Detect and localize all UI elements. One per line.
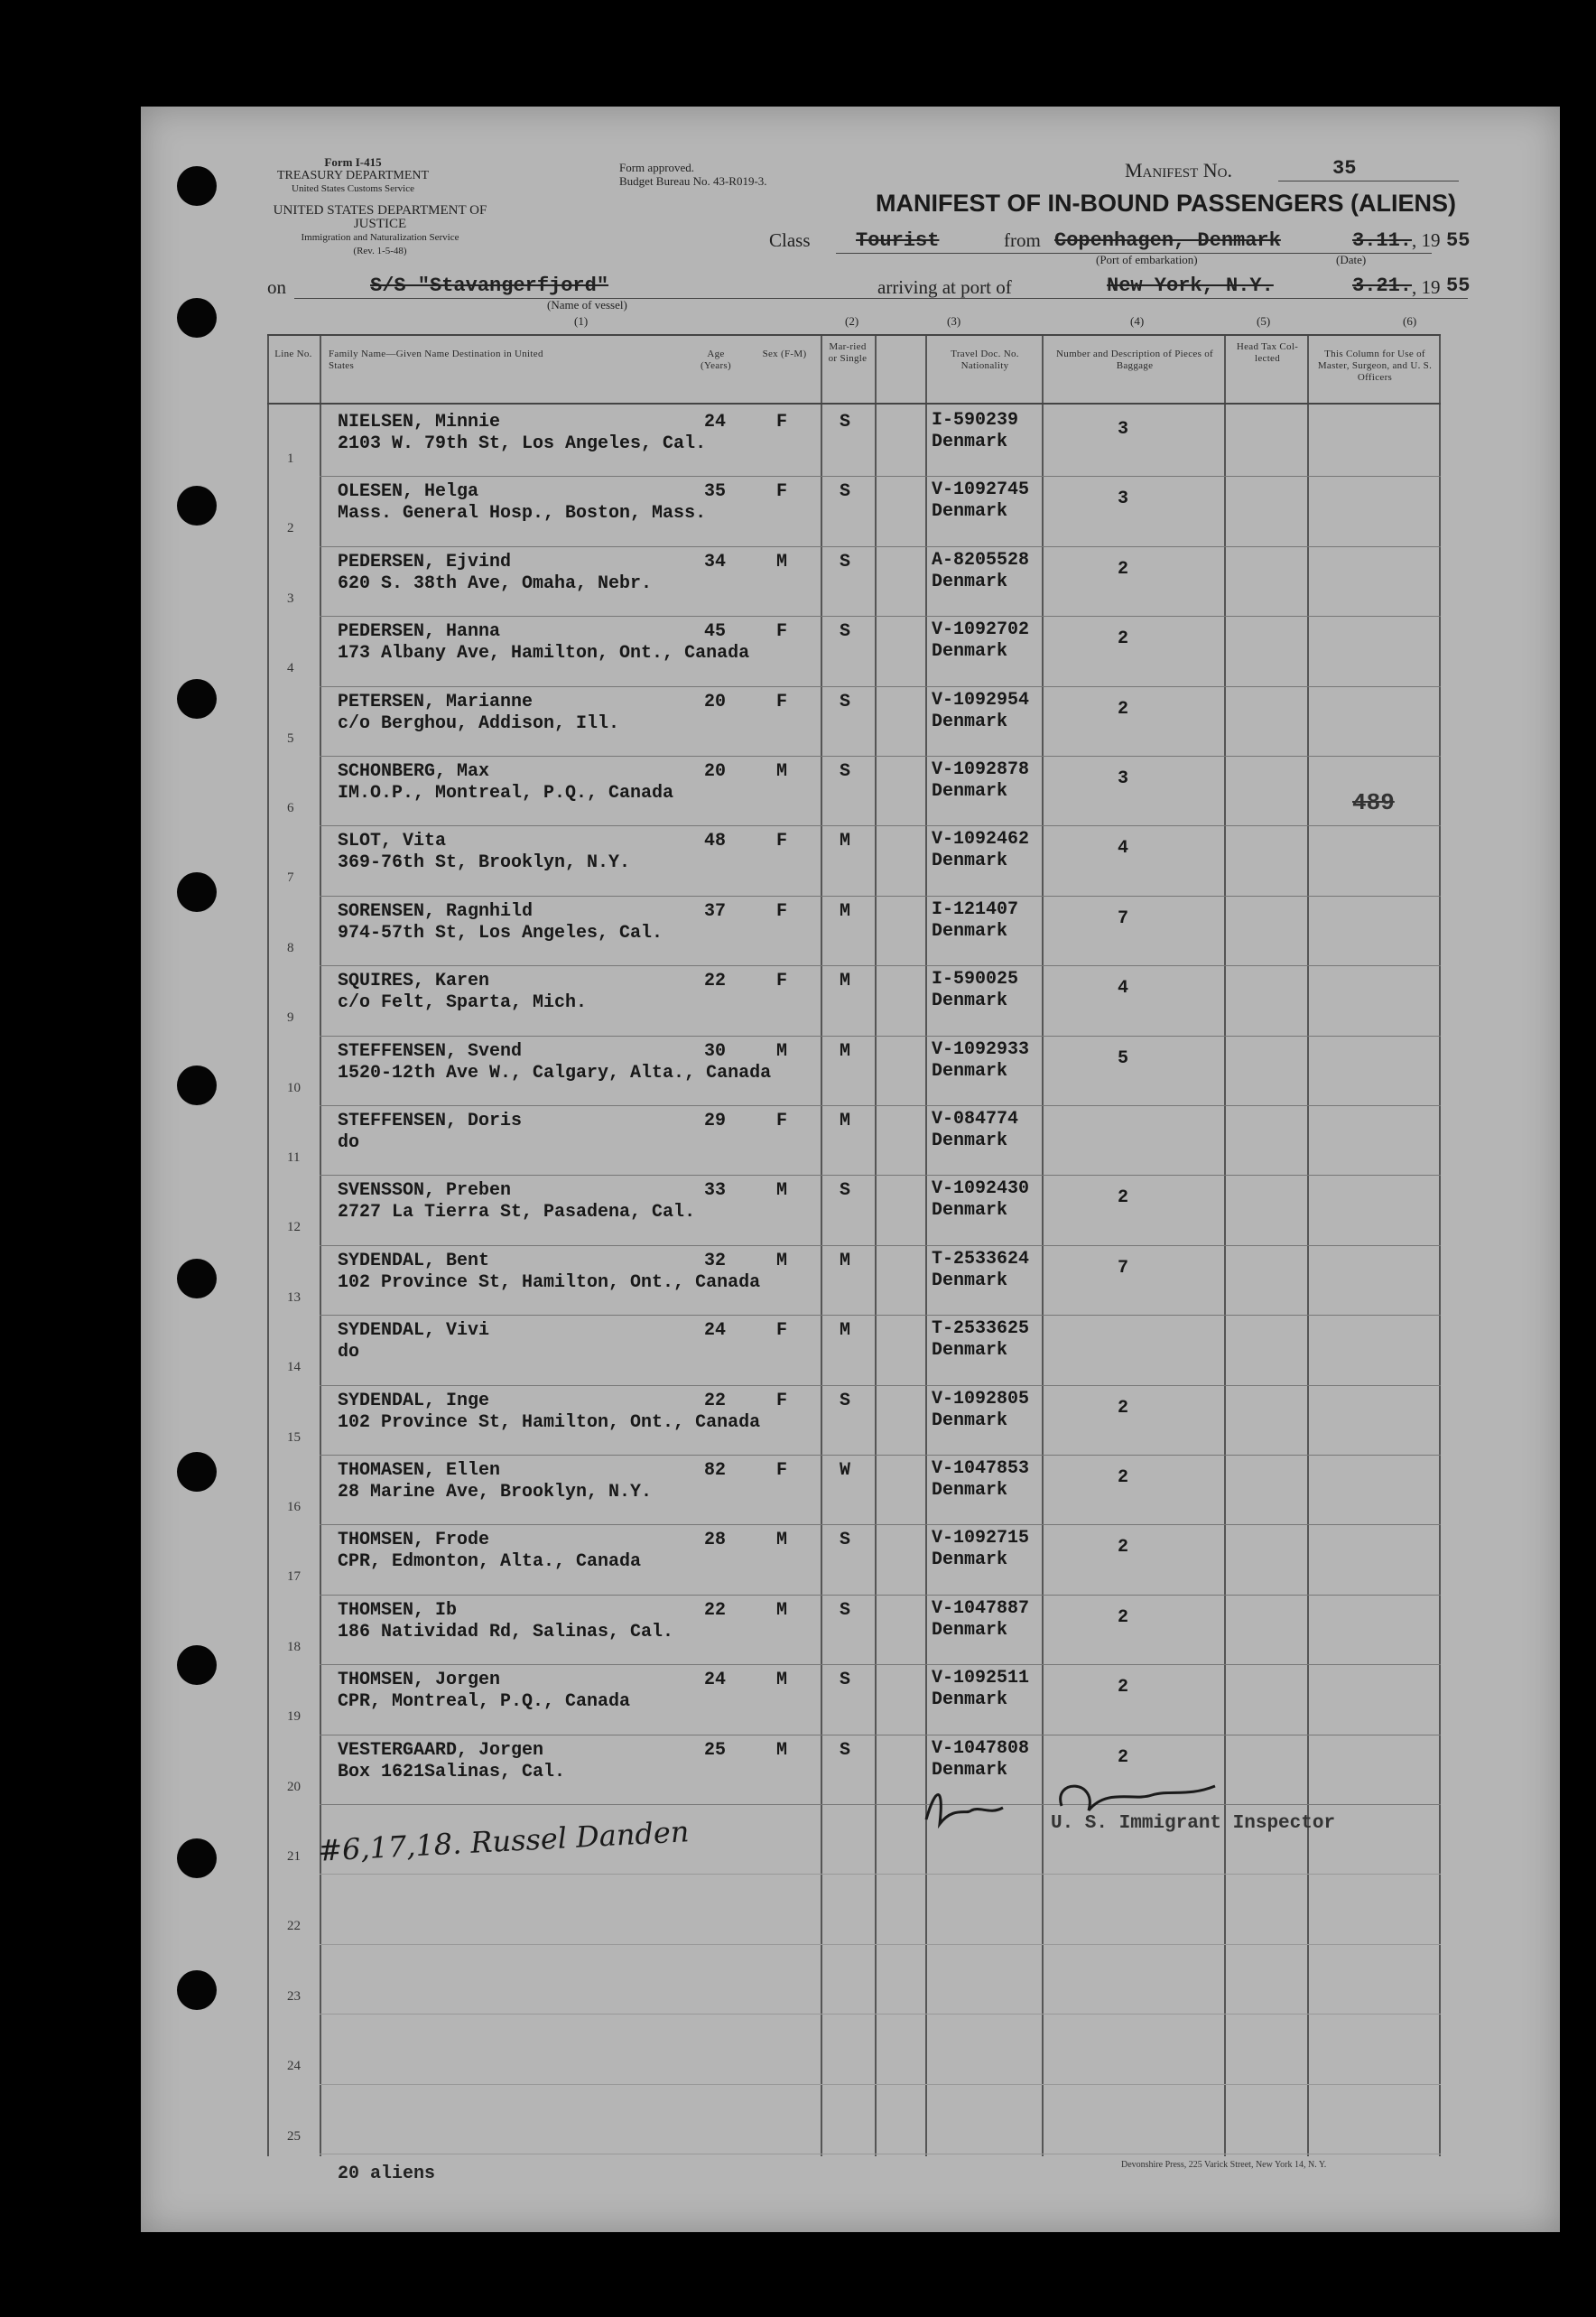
line-number: 8 [287,940,294,955]
passenger-destination: c/o Berghou, Addison, Ill. [338,712,620,734]
row-rule [320,825,1441,826]
arrival-date: 3.21. [1352,275,1413,297]
passenger-marital-status: M [840,831,851,852]
table-row [267,478,1441,548]
travel-doc-number: I-590025 [932,969,1019,991]
row-rule [320,616,1441,617]
hdr-line-no: Line No. [274,349,312,359]
row-rule [320,1804,1441,1805]
row-rule [320,686,1441,687]
nationality: Denmark [932,920,1008,942]
travel-doc-number: V-1047808 [932,1737,1030,1759]
passenger-sex: F [776,691,788,712]
arrival-port: New York, N.Y. [1107,275,1274,297]
line-number: 22 [287,1919,301,1934]
line-number: 19 [287,1709,301,1725]
inspector-signature [917,1770,1242,1851]
passenger-sex: F [776,1320,788,1342]
table-row-empty [267,2015,1441,2086]
col-num-3: (3) [947,314,961,328]
nationality: Denmark [932,851,1008,872]
passenger-destination: IM.O.P., Montreal, P.Q., Canada [338,783,674,804]
travel-doc-number: V-1092933 [932,1038,1030,1060]
row-rule [320,1245,1441,1246]
passenger-destination: 186 Natividad Rd, Salinas, Cal. [338,1621,674,1642]
binder-hole [177,1970,217,2010]
baggage-count: 2 [1118,698,1129,720]
passenger-sex: M [776,1739,788,1761]
row-rule [320,965,1441,966]
passenger-marital-status: S [840,1180,851,1202]
passenger-age: 20 [704,761,727,782]
table-row [267,1177,1441,1247]
passenger-marital-status: W [840,1460,851,1481]
passenger-age: 30 [704,1040,727,1062]
row-rule [320,1385,1441,1386]
passenger-destination: 2727 La Tierra St, Pasadena, Cal. [338,1202,696,1224]
col-num-5: (5) [1257,314,1271,328]
passenger-name: PETERSEN, Marianne [338,691,534,712]
travel-doc-number: V-1092702 [932,619,1030,641]
travel-doc-number: V-084774 [932,1109,1019,1130]
passenger-age: 48 [704,831,727,852]
table-row [267,1387,1441,1457]
passenger-age: 37 [704,900,727,922]
line-number: 15 [287,1429,301,1445]
passenger-marital-status: S [840,1390,851,1411]
year-2: 55 [1446,275,1471,297]
passenger-name: THOMASEN, Ellen [338,1460,501,1481]
form-header-left-2 [258,204,502,258]
col-num-4: (4) [1130,314,1145,328]
travel-doc-number: I-121407 [932,898,1019,920]
binder-hole [177,1452,217,1492]
line-number: 16 [287,1500,301,1514]
passenger-age: 22 [704,971,727,992]
line-number: 12 [287,1220,301,1235]
table-row [267,1666,1441,1736]
binder-hole [177,1259,217,1298]
row-rule [320,1036,1441,1037]
row-rule [320,896,1441,897]
travel-doc-number: V-1092511 [932,1668,1030,1689]
hdr-baggage: Number and Description of Pieces of Baggage [1056,349,1213,371]
passenger-rows [267,408,1441,2156]
header-rule [267,403,1441,405]
row-rule [320,1524,1441,1525]
passenger-age: 34 [704,551,727,572]
passenger-age: 25 [704,1739,727,1761]
binder-hole [177,1838,217,1878]
col-num-1: (1) [574,314,589,328]
passenger-age: 22 [704,1599,727,1621]
row-rule [320,1175,1441,1176]
baggage-count: 2 [1118,1537,1129,1559]
passenger-marital-status: M [840,900,851,922]
passenger-name: SLOT, Vita [338,831,447,852]
line-number: 24 [287,2059,301,2074]
vessel-label: (Name of vessel) [547,298,627,312]
passenger-sex: M [776,1180,788,1202]
hdr-name: Family Name—Given Name Destination in United States [329,349,543,371]
table-row [267,1107,1441,1177]
table-row [267,898,1441,968]
passenger-destination: 102 Province St, Hamilton, Ont., Canada [338,1271,761,1293]
baggage-count: 5 [1118,1047,1129,1069]
travel-doc-number: T-2533625 [932,1318,1030,1340]
line-number: 25 [287,2128,301,2144]
passenger-destination: do [338,1342,360,1363]
passenger-name: SORENSEN, Ragnhild [338,900,534,922]
budget-bureau: Budget Bureau No. 43-R019-3. [619,174,767,188]
passenger-age: 24 [704,1670,727,1691]
row-rule [320,1664,1441,1665]
baggage-count: 3 [1118,419,1129,440]
passenger-name: STEFFENSEN, Svend [338,1040,523,1062]
form-approved: Form approved. [619,161,695,174]
passenger-age: 20 [704,691,727,712]
travel-doc-number: I-590239 [932,410,1019,431]
travel-doc-number: V-1092954 [932,689,1030,711]
nationality: Denmark [932,1759,1008,1781]
table-row [267,1317,1441,1387]
passenger-sex: F [776,412,788,433]
customs-service: United States Customs Service [292,183,414,194]
hdr-head-tax: Head Tax Col-lected [1236,341,1299,364]
from-date: 3.11. [1352,229,1413,252]
passenger-age: 35 [704,481,727,503]
passenger-destination: 1520-12th Ave W., Calgary, Alta., Canada [338,1062,772,1084]
row-rule [320,1874,1441,1875]
passenger-sex: F [776,971,788,992]
passenger-name: SYDENDAL, Bent [338,1250,490,1271]
passenger-sex: M [776,761,788,782]
passenger-marital-status: S [840,551,851,572]
baggage-count: 4 [1118,978,1129,1000]
baggage-count: 7 [1118,907,1129,929]
passenger-sex: F [776,621,788,643]
passenger-name: SVENSSON, Preben [338,1180,512,1202]
table-row [267,1736,1441,1807]
passenger-marital-status: S [840,621,851,643]
baggage-count: 2 [1118,1397,1129,1419]
passenger-marital-status: M [840,971,851,992]
travel-doc-number: V-1047887 [932,1597,1030,1619]
inspector-label: U. S. Immigrant Inspector [1051,1813,1336,1834]
binder-hole [177,679,217,719]
class-value: Tourist [856,229,940,252]
passenger-age: 28 [704,1530,727,1551]
hdr-age: Age (Years) [701,349,731,371]
hdr-officers: This Column for Use of Master, Surgeon, and U. S. Officers [1317,349,1433,383]
row-rule [320,2084,1441,2085]
passenger-name: NIELSEN, Minnie [338,412,501,433]
line-number: 1 [287,451,294,466]
passenger-name: SYDENDAL, Vivi [338,1320,490,1342]
row-rule [320,756,1441,757]
passenger-sex: M [776,551,788,572]
nationality: Denmark [932,1131,1008,1151]
col-num-6: (6) [1403,314,1417,328]
passenger-name: OLESEN, Helga [338,481,479,503]
baggage-count: 4 [1118,838,1129,860]
ins-service: Immigration and Naturalization Service [301,232,459,243]
table-row-empty [267,2086,1441,2156]
nationality: Denmark [932,1270,1008,1291]
passenger-marital-status: M [840,1111,851,1131]
table-row [267,408,1441,479]
arriving-label: arriving at port of [877,276,1012,298]
passenger-marital-status: S [840,412,851,433]
passenger-destination: CPR, Edmonton, Alta., Canada [338,1551,642,1573]
baggage-count: 2 [1118,1746,1129,1768]
printer-note: Devonshire Press, 225 Varick Street, New York 14, N. Y. [1121,2160,1327,2170]
line-number: 3 [287,591,294,606]
line-number: 14 [287,1360,301,1375]
passenger-name: THOMSEN, Ib [338,1599,458,1621]
passenger-marital-status: S [840,481,851,503]
line-number: 21 [287,1849,301,1864]
line-number: 2 [287,521,294,536]
table-row [267,967,1441,1038]
passenger-table [267,334,1441,2156]
passenger-destination: 369-76th St, Brooklyn, N.Y. [338,852,631,874]
passenger-destination: c/o Felt, Sparta, Mich. [338,992,588,1014]
passenger-sex: F [776,1111,788,1131]
travel-doc-number: V-1092715 [932,1528,1030,1549]
travel-doc-number: V-1047853 [932,1458,1030,1479]
table-row [267,1456,1441,1527]
passenger-destination: 28 Marine Ave, Brooklyn, N.Y. [338,1482,653,1503]
hdr-sex: Sex (F-M) [762,349,807,359]
passenger-sex: M [776,1599,788,1621]
nationality: Denmark [932,1060,1008,1082]
nationality: Denmark [932,432,1008,452]
table-row-empty [267,1946,1441,2016]
baggage-count: 2 [1118,1187,1129,1209]
baggage-count: 2 [1118,628,1129,650]
baggage-count: 7 [1118,1257,1129,1279]
table-row [267,1596,1441,1667]
line-number: 6 [287,801,294,815]
date-label: (Date) [1336,253,1367,266]
year-prefix-1: , 19 [1412,229,1441,251]
passenger-age: 32 [704,1250,727,1271]
passenger-name: PEDERSEN, Hanna [338,621,501,643]
line-number: 23 [287,1988,301,2004]
passenger-marital-status: S [840,1739,851,1761]
manifest-title: MANIFEST OF IN-BOUND PASSENGERS (ALIENS) [876,190,1457,217]
passenger-name: THOMSEN, Jorgen [338,1670,501,1691]
binder-hole [177,166,217,206]
row-rule [320,1455,1441,1456]
form-header-left [231,155,475,196]
year-prefix-2: , 19 [1412,276,1441,298]
nationality: Denmark [932,571,1008,592]
line-number: 4 [287,661,294,676]
line-number: 17 [287,1569,301,1585]
table-row-empty [267,1875,1441,1946]
passenger-age: 24 [704,1320,727,1342]
table-row [267,548,1441,619]
manifest-page [141,107,1560,2232]
row-rule [320,1315,1441,1316]
travel-doc-number: A-8205528 [932,549,1030,571]
passenger-destination: CPR, Montreal, P.Q., Canada [338,1691,631,1713]
nationality: Denmark [932,711,1008,732]
baggage-count: 2 [1118,558,1129,580]
passenger-sex: F [776,1390,788,1411]
form-number: Form I-415 [324,155,382,169]
passenger-destination: 974-57th St, Los Angeles, Cal. [338,922,663,944]
revision: (Rev. 1-5-48) [353,246,407,256]
passenger-sex: F [776,831,788,852]
line-number: 9 [287,1010,294,1026]
binder-hole [177,1065,217,1105]
row-rule [320,1595,1441,1596]
passenger-marital-status: S [840,1530,851,1551]
line-number: 13 [287,1289,301,1305]
passenger-marital-status: S [840,1670,851,1691]
passenger-name: PEDERSEN, Ejvind [338,551,512,572]
nationality: Denmark [932,1549,1008,1571]
form-approval [619,161,854,188]
passenger-sex: M [776,1670,788,1691]
nationality: Denmark [932,1340,1008,1362]
passenger-sex: F [776,1460,788,1481]
table-row [267,1247,1441,1317]
nationality: Denmark [932,1480,1008,1501]
hdr-travel-doc: Travel Doc. No. Nationality [951,349,1019,371]
binder-hole [177,1645,217,1685]
baggage-count: 2 [1118,1677,1129,1698]
passenger-destination: 173 Albany Ave, Hamilton, Ont., Canada [338,643,750,665]
row-rule [320,546,1441,547]
table-row [267,618,1441,688]
treasury-dept: TREASURY DEPARTMENT [276,169,430,182]
table-row [267,758,1441,828]
passenger-sex: M [776,1250,788,1271]
passenger-age: 82 [704,1460,727,1481]
passenger-age: 22 [704,1390,727,1411]
table-row [267,827,1441,898]
line-number: 20 [287,1779,301,1794]
passenger-name: STEFFENSEN, Doris [338,1111,523,1131]
travel-doc-number: T-2533624 [932,1248,1030,1270]
nationality: Denmark [932,781,1008,802]
passenger-sex: F [776,481,788,503]
travel-doc-number: V-1092745 [932,479,1030,501]
passenger-destination: 620 S. 38th Ave, Omaha, Nebr. [338,572,653,594]
travel-doc-number: V-1092805 [932,1388,1030,1410]
row-rule [320,476,1441,477]
handwritten-note: #6,17,18. Russel Danden [317,1814,691,1868]
passenger-name: VESTERGAARD, Jorgen [338,1739,544,1761]
line-number: 10 [287,1080,301,1095]
baggage-count: 3 [1118,768,1129,789]
vessel-underline [294,298,1468,299]
passenger-marital-status: S [840,691,851,712]
passenger-age: 45 [704,621,727,643]
binder-hole [177,298,217,338]
col-num-2: (2) [845,314,859,328]
passenger-marital-status: S [840,761,851,782]
passenger-destination: Mass. General Hosp., Boston, Mass. [338,503,707,525]
baggage-count: 2 [1118,1606,1129,1628]
nationality: Denmark [932,641,1008,663]
table-row [267,688,1441,758]
table-row [267,1038,1441,1108]
passenger-destination: do [338,1132,360,1153]
nationality: Denmark [932,991,1008,1012]
year-1: 55 [1446,229,1471,252]
from-value: Copenhagen, Denmark [1054,229,1281,252]
table-row [267,1526,1441,1596]
travel-doc-number: V-1092878 [932,759,1030,780]
travel-doc-number: V-1092430 [932,1178,1030,1200]
line-number: 18 [287,1639,301,1654]
nationality: Denmark [932,501,1008,523]
binder-hole [177,486,217,526]
passenger-sex: M [776,1040,788,1062]
from-label: from [1004,229,1041,251]
passenger-name: SCHONBERG, Max [338,761,490,782]
passenger-marital-status: M [840,1320,851,1342]
line-number: 5 [287,730,294,746]
on-label: on [267,276,286,298]
hdr-married: Mar-ried or Single [828,341,868,364]
passenger-sex: F [776,900,788,922]
passenger-destination: Box 1621Salinas, Cal. [338,1761,566,1782]
passenger-destination: 102 Province St, Hamilton, Ont., Canada [338,1411,761,1433]
passenger-marital-status: S [840,1599,851,1621]
passenger-sex: M [776,1530,788,1551]
passenger-name: THOMSEN, Frode [338,1530,490,1551]
passenger-age: 29 [704,1111,727,1131]
justice-dept: UNITED STATES DEPARTMENT OF JUSTICE [273,203,487,231]
travel-doc-number: V-1092462 [932,829,1030,851]
passenger-name: SYDENDAL, Inge [338,1390,490,1411]
passenger-marital-status: M [840,1250,851,1271]
nationality: Denmark [932,1689,1008,1711]
baggage-count: 2 [1118,1467,1129,1488]
line-number: 7 [287,870,294,886]
manifest-no-value: 35 [1332,157,1357,180]
total-aliens: 20 aliens [338,2163,436,2184]
nationality: Denmark [932,1410,1008,1431]
row-rule [320,1944,1441,1945]
line-number: 11 [287,1150,301,1165]
passenger-destination: 2103 W. 79th St, Los Angeles, Cal. [338,433,707,454]
row-rule [320,1105,1441,1106]
baggage-count: 3 [1118,489,1129,510]
row-rule [320,2014,1441,2015]
class-label: Class [769,229,811,251]
nationality: Denmark [932,1619,1008,1641]
passenger-age: 33 [704,1180,727,1202]
stamp-number: 489 [1352,789,1395,816]
passenger-age: 24 [704,412,727,433]
vessel-name: S/S "Stavangerfjord" [370,275,609,297]
port-embark-label: (Port of embarkation) [1096,253,1198,266]
nationality: Denmark [932,1200,1008,1222]
passenger-marital-status: M [840,1040,851,1062]
binder-hole [177,872,217,912]
manifest-no-label: Manifest No. [1125,159,1232,181]
passenger-name: SQUIRES, Karen [338,971,490,992]
